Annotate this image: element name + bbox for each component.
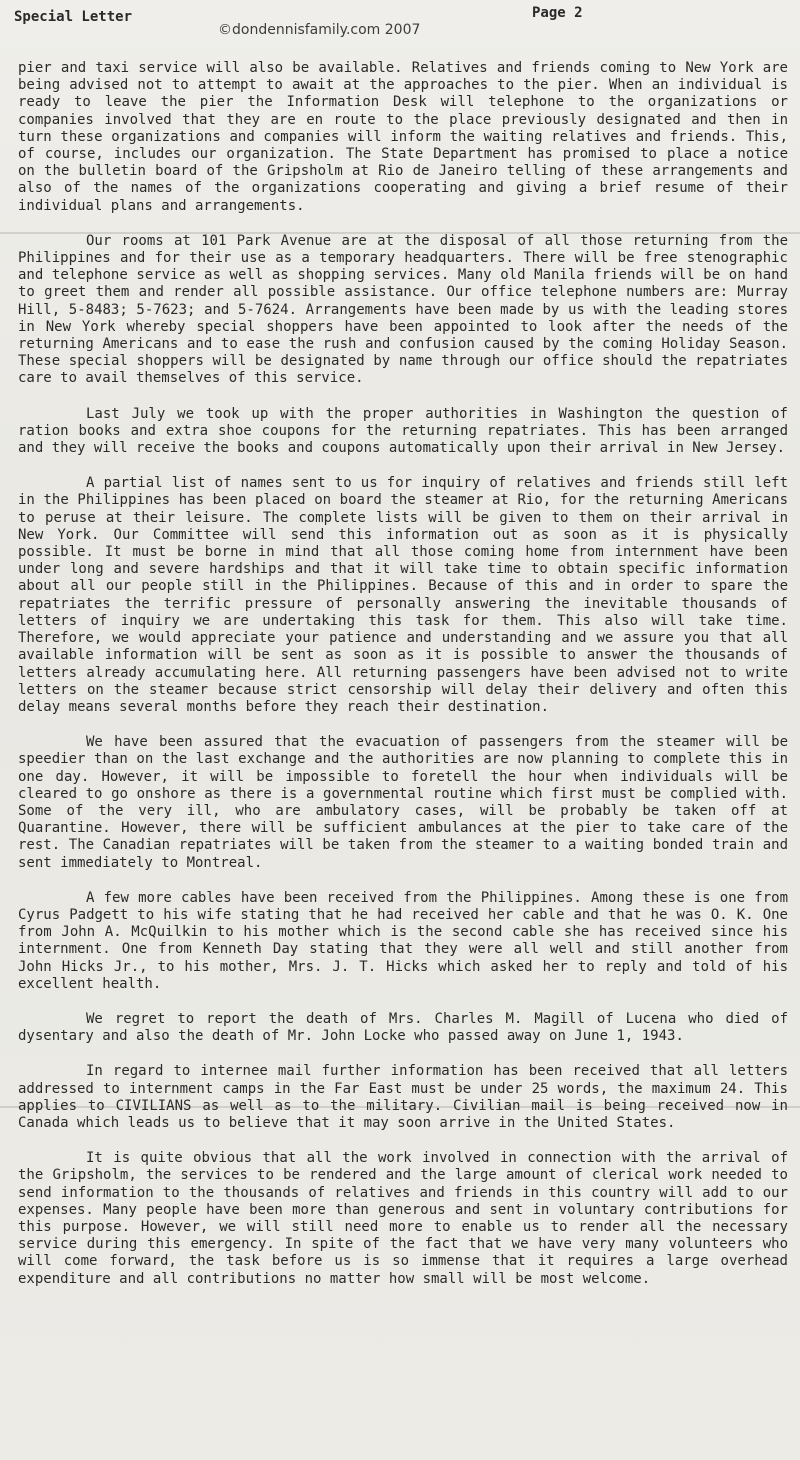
copyright-watermark: ©dondennisfamily.com 2007: [218, 22, 421, 38]
paragraph: Last July we took up with the proper authorities in Washington the question of ration books and extra shoe coupons for the returning repatriates. This has been arranged and they will receive the books and coupons automatically upon their arrival in New Jersey.: [18, 405, 788, 457]
paragraph: We regret to report the death of Mrs. Charles M. Magill of Lucena who died of dysentary and also the death of Mr. John Locke who passed away on June 1, 1943.: [18, 1010, 788, 1045]
paragraph: It is quite obvious that all the work involved in connection with the arrival of the Gripsholm, the services to be rendered and the large amount of clerical work needed to send information to the thousands of relatives and friends in this country will add to our expenses. Many people have been more than generous and sent in voluntary contributions for this purpose. However, we will still need more to enable us to render all the necessary service during this emergency. In spite of the fact that we have very many volunteers who will come forward, the task before us is so immense that it requires a large overhead expenditure and all contributions no matter how small will be most welcome.: [18, 1150, 788, 1287]
page-number: Page 2: [532, 5, 583, 21]
paragraph: We have been assured that the evacuation of passengers from the steamer will be speedier than on the last exchange and the authorities are now planning to complete this in one day. However, it will be impossible to foretell the hour when individuals will be cleared to go onshore as there is a governmental routine which first must be complied with. Some of the very ill, who are ambulatory cases, will be probably be taken off at Quarantine. However, there will be sufficient ambulances at the pier to take care of the rest. The Canadian repatriates will be taken from the steamer to a waiting bonded train and sent immediately to Montreal.: [18, 734, 788, 871]
paragraph: Our rooms at 101 Park Avenue are at the disposal of all those returning from the Philippines and for their use as a temporary headquarters. There will be free stenographic and telephone service as well as shopping services. Many old Manila friends will be on hand to greet them and render all possible assistance. Our office telephone numbers are: Murray Hill, 5-8483; 5-7623; and 5-7624. Arrangements have been made by us with the leading stores in New York whereby special shoppers have been appointed to look after the needs of the returning Americans and to ease the rush and confusion caused by the coming Holiday Season. These special shoppers will be designated by name through our office should the repatriates care to avail themselves of this service.: [18, 232, 788, 387]
paragraph: pier and taxi service will also be available. Relatives and friends coming to New York are being advised not to attempt to await at the approaches to the pier. When an individual is ready to leave the pier the Information Desk will telephone to the organizations or companies involved that they are en route to the place previously designated and then in turn these organizations and companies will inform the waiting relatives and friends. This, of course, includes our organization. The State Department has promised to place a notice on the bulletin board of the Gripsholm at Rio de Janeiro telling of these arrangements and also of the names of the organizations cooperating and giving a brief resume of their individual plans and arrangements.: [18, 60, 788, 214]
paragraph: A partial list of names sent to us for inquiry of relatives and friends still left in the Philippines has been placed on board the steamer at Rio, for the returning Americans to peruse at their leisure. The complete lists will be given to them on their arrival in New York. Our Committee will send this information out as soon as it is physically possible. It must be borne in mind that all those coming home from internment have been under long and severe hardships and that it will take time to obtain specific information about all our people still in the Philippines. Because of this and in order to spare the repatriates the terrific pressure of personally answering the inevitable thousands of letters of inquiry we are undertaking this task for them. This also will take time. Therefore, we would appreciate your patience and understanding and we assure you that all available information will be sent as soon as it is possible to answer the thousands of letters already accumulating here. All returning passengers have been advised not to write letters on the steamer because strict censorship will delay their delivery and often this delay means several months before they reach their destination.: [18, 475, 788, 715]
paragraph: In regard to internee mail further information has been received that all letters addressed to internment camps in the Far East must be under 25 words, the maximum 24. This applies to CIVILIANS as well as to the military. Civilian mail is being received now in Canada which leads us to believe that it may soon arrive in the United States.: [18, 1063, 788, 1131]
letter-body: [18, 60, 788, 1306]
paragraph: A few more cables have been received from the Philippines. Among these is one from Cyrus Padgett to his wife stating that he had received her cable and that he was O. K. One from John A. McQuilkin to his mother which is the second cable she has received since his internment. One from Kenneth Day stating that they were all well and still another from John Hicks Jr., to his mother, Mrs. J. T. Hicks which asked her to reply and told of his excellent health.: [18, 889, 788, 992]
letter-title: Special Letter: [14, 9, 133, 25]
